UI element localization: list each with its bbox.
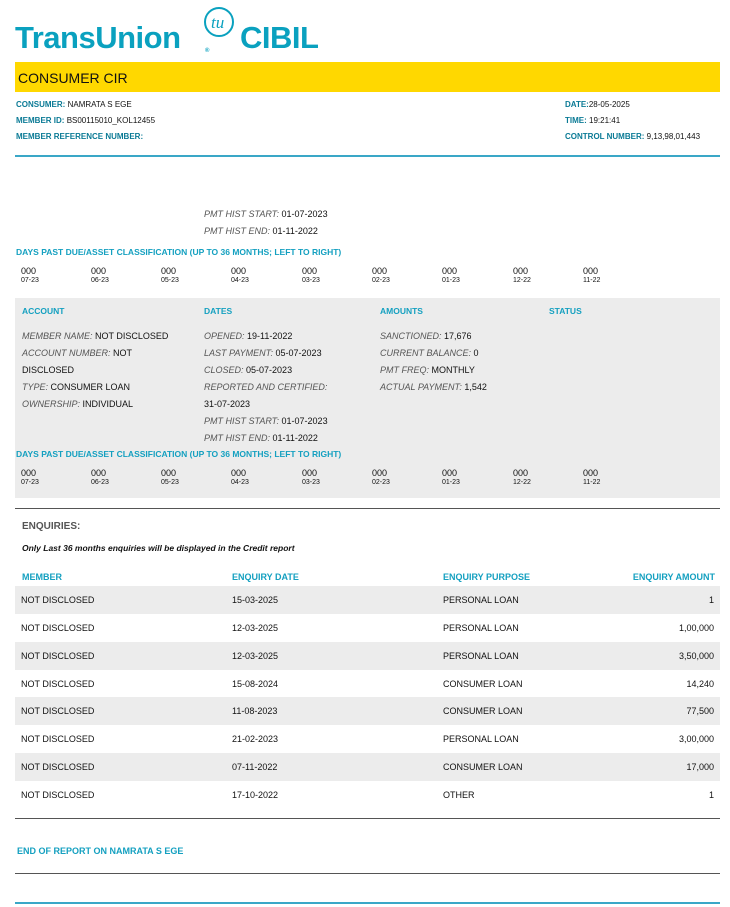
dpd-month: 01-23 xyxy=(442,479,460,486)
closed xyxy=(204,362,374,379)
consumer-meta-right xyxy=(565,97,700,145)
cell-purpose: CONSUMER LOAN xyxy=(443,679,523,689)
dpd-cell xyxy=(231,468,249,488)
dpd-month: 03-23 xyxy=(302,277,320,284)
account-number-value: NOT xyxy=(113,348,133,358)
account1-pmt-start-label: PMT HIST START: xyxy=(204,209,280,219)
col-head-amounts: AMOUNTS xyxy=(380,306,423,316)
th-enquiry-amount: ENQUIRY AMOUNT xyxy=(632,572,715,582)
cell-member: NOT DISCLOSED xyxy=(21,623,95,633)
dpd-month: 05-23 xyxy=(161,479,179,486)
pmt-freq xyxy=(380,362,550,379)
dpd-cell xyxy=(372,468,390,488)
dpd-month: 06-23 xyxy=(91,277,109,284)
last-payment xyxy=(204,345,374,362)
sanctioned-label: SANCTIONED: xyxy=(380,331,442,341)
dpd-cell xyxy=(91,468,109,488)
dpd-value: 000 xyxy=(513,468,529,478)
member-name-label: MEMBER NAME: xyxy=(22,331,93,341)
table-row xyxy=(15,781,720,809)
divider-bottom xyxy=(15,902,720,904)
cell-member: NOT DISCLOSED xyxy=(21,734,95,744)
table-row xyxy=(15,642,720,670)
control-line xyxy=(565,129,700,145)
dpd-title-1: DAYS PAST DUE/ASSET CLASSIFICATION (UP TO 36 MONTHS; LEFT TO RIGHT) xyxy=(16,247,342,257)
dpd-month: 07-23 xyxy=(21,479,39,486)
th-member: MEMBER xyxy=(22,572,62,582)
control-value: 9,13,98,01,443 xyxy=(646,132,701,141)
dpd-title-2: DAYS PAST DUE/ASSET CLASSIFICATION (UP TO 36 MONTHS; LEFT TO RIGHT) xyxy=(16,449,342,459)
dpd-cell xyxy=(302,266,320,286)
ownership-label: OWNERSHIP: xyxy=(22,399,81,409)
dpd-cell xyxy=(513,266,531,286)
dpd-month: 12-22 xyxy=(513,277,531,284)
reported xyxy=(204,379,374,396)
cell-purpose: CONSUMER LOAN xyxy=(443,762,523,772)
cell-purpose: PERSONAL LOAN xyxy=(443,651,519,661)
table-row xyxy=(15,753,720,781)
cell-member: NOT DISCLOSED xyxy=(21,706,95,716)
cell-member: NOT DISCLOSED xyxy=(21,790,95,800)
account2-pmt-start xyxy=(204,413,374,430)
cell-date: 12-03-2025 xyxy=(232,623,279,633)
pmt-end-label: PMT HIST END: xyxy=(204,433,271,443)
type-value: CONSUMER LOAN xyxy=(50,382,131,392)
account1-pmt-start xyxy=(204,206,328,223)
tu-mark-text: tu xyxy=(211,13,225,32)
col-head-status: STATUS xyxy=(549,306,582,316)
cell-member: NOT DISCLOSED xyxy=(21,651,95,661)
dpd-cell xyxy=(21,266,39,286)
account-number-label: ACCOUNT NUMBER: xyxy=(22,348,111,358)
table-row xyxy=(15,614,720,642)
dpd-value: 000 xyxy=(21,468,37,478)
brand-name-transunion: TransUnion xyxy=(15,20,181,55)
member-name xyxy=(22,328,192,345)
dpd-value: 000 xyxy=(372,266,388,276)
opened xyxy=(204,328,374,345)
member-id-value: BS00115010_KOL12455 xyxy=(66,116,156,125)
current-balance xyxy=(380,345,550,362)
dpd-month: 04-23 xyxy=(231,277,249,284)
cell-date: 07-11-2022 xyxy=(232,762,278,772)
ownership xyxy=(22,396,192,413)
cell-purpose: CONSUMER LOAN xyxy=(443,706,523,716)
th-enquiry-purpose: ENQUIRY PURPOSE xyxy=(443,572,531,582)
dpd-month: 01-23 xyxy=(442,277,460,284)
account1-pmt-end-label: PMT HIST END: xyxy=(204,226,271,236)
cell-date: 15-08-2024 xyxy=(232,679,279,689)
opened-label: OPENED: xyxy=(204,331,245,341)
enquiries-note: Only Last 36 months enquiries will be displayed in the Credit report xyxy=(22,543,295,553)
cell-member: NOT DISCLOSED xyxy=(21,762,95,772)
dates-column xyxy=(204,328,374,447)
cell-purpose: PERSONAL LOAN xyxy=(443,623,519,633)
report-title: CONSUMER CIR xyxy=(18,70,128,86)
account1-pmt-end-value: 01-11-2022 xyxy=(272,226,318,236)
control-label: CONTROL NUMBER: xyxy=(565,132,645,141)
cell-date: 12-03-2025 xyxy=(232,651,279,661)
dpd-month: 03-23 xyxy=(302,479,320,486)
cell-amount: 3,00,000 xyxy=(678,734,714,744)
dpd-value: 000 xyxy=(372,468,388,478)
col-head-dates: DATES xyxy=(204,306,233,316)
cell-purpose: OTHER xyxy=(443,790,475,800)
col-head-account: ACCOUNT xyxy=(22,306,65,316)
last-payment-label: LAST PAYMENT: xyxy=(204,348,274,358)
dpd-value: 000 xyxy=(231,468,247,478)
dpd-value: 000 xyxy=(21,266,37,276)
cell-date: 21-02-2023 xyxy=(232,734,279,744)
consumer-value: NAMRATA S EGE xyxy=(67,100,132,109)
divider-end xyxy=(15,818,720,819)
dpd-cell xyxy=(161,468,179,488)
actual-value: 1,542 xyxy=(464,382,487,392)
member-id-label: MEMBER ID: xyxy=(16,116,65,125)
cell-amount: 17,000 xyxy=(686,762,714,772)
cell-member: NOT DISCLOSED xyxy=(21,595,95,605)
dpd-value: 000 xyxy=(442,468,458,478)
dpd-value: 000 xyxy=(161,266,177,276)
dpd-value: 000 xyxy=(442,266,458,276)
dpd-month: 07-23 xyxy=(21,277,39,284)
cell-amount: 3,50,000 xyxy=(678,651,714,661)
account1-pmt-history xyxy=(204,206,328,240)
dpd-value: 000 xyxy=(231,266,247,276)
table-row xyxy=(15,586,720,614)
cell-member: NOT DISCLOSED xyxy=(21,679,95,689)
time-value: 19:21:41 xyxy=(589,116,621,125)
actual-payment xyxy=(380,379,550,396)
dpd-cell xyxy=(91,266,109,286)
sanctioned-value: 17,676 xyxy=(444,331,472,341)
dpd-value: 000 xyxy=(161,468,177,478)
cell-amount: 1 xyxy=(708,790,714,800)
actual-label: ACTUAL PAYMENT: xyxy=(380,382,462,392)
consumer-line xyxy=(16,97,155,113)
dpd-cell xyxy=(442,468,460,488)
last-payment-value: 05-07-2023 xyxy=(275,348,322,358)
dpd-value: 000 xyxy=(513,266,529,276)
opened-value: 19-11-2022 xyxy=(247,331,293,341)
dpd-month: 11-22 xyxy=(583,479,601,486)
balance-label: CURRENT BALANCE: xyxy=(380,348,472,358)
th-enquiry-date: ENQUIRY DATE xyxy=(232,572,299,582)
amounts-column xyxy=(380,328,550,396)
dpd-month: 06-23 xyxy=(91,479,109,486)
closed-value: 05-07-2023 xyxy=(246,365,293,375)
dpd-cell xyxy=(21,468,39,488)
account-number-value-cont: DISCLOSED xyxy=(22,365,75,375)
dpd-cell xyxy=(513,468,531,488)
pmt-start-label: PMT HIST START: xyxy=(204,416,280,426)
dpd-value: 000 xyxy=(302,468,318,478)
date-value: 28-05-2025 xyxy=(588,100,630,109)
registered-mark: ® xyxy=(205,48,210,54)
brand-name-cibil: CIBIL xyxy=(240,20,319,55)
cell-amount: 1 xyxy=(708,595,714,605)
pmt-end-value: 01-11-2022 xyxy=(272,433,318,443)
cell-purpose: PERSONAL LOAN xyxy=(443,595,519,605)
closed-label: CLOSED: xyxy=(204,365,244,375)
dpd-value: 000 xyxy=(91,468,107,478)
dpd-month: 12-22 xyxy=(513,479,531,486)
freq-value: MONTHLY xyxy=(431,365,475,375)
freq-label: PMT FREQ: xyxy=(380,365,429,375)
cell-amount: 14,240 xyxy=(686,679,714,689)
account1-pmt-end xyxy=(204,223,328,240)
enquiries-title: ENQUIRIES: xyxy=(22,521,81,532)
dpd-month: 11-22 xyxy=(583,277,601,284)
dpd-month: 05-23 xyxy=(161,277,179,284)
table-row xyxy=(15,697,720,725)
sanctioned xyxy=(380,328,550,345)
cell-date: 15-03-2025 xyxy=(232,595,279,605)
balance-value: 0 xyxy=(473,348,479,358)
member-ref-label: MEMBER REFERENCE NUMBER: xyxy=(16,132,144,141)
dpd-cell xyxy=(442,266,460,286)
table-row xyxy=(15,670,720,698)
time-line xyxy=(565,113,700,129)
account1-pmt-start-value: 01-07-2023 xyxy=(281,209,328,219)
cell-amount: 77,500 xyxy=(686,706,714,716)
dpd-cell xyxy=(372,266,390,286)
divider-top xyxy=(15,155,720,157)
member-id-line xyxy=(16,113,155,129)
dpd-cell xyxy=(161,266,179,286)
dpd-cell xyxy=(583,266,600,286)
dpd-value: 000 xyxy=(91,266,107,276)
time-label: TIME: xyxy=(565,116,587,125)
date-line xyxy=(565,97,700,113)
reported-value: 31-07-2023 xyxy=(204,399,251,409)
consumer-meta-left xyxy=(16,97,155,145)
dpd-cell xyxy=(583,468,600,488)
date-label: DATE: xyxy=(565,100,589,109)
dpd-value: 000 xyxy=(302,266,318,276)
dpd-cell xyxy=(231,266,249,286)
pmt-start-value: 01-07-2023 xyxy=(281,416,328,426)
divider-footer xyxy=(15,873,720,874)
dpd-value: 000 xyxy=(583,266,599,276)
type-label: TYPE: xyxy=(22,382,49,392)
consumer-label: CONSUMER: xyxy=(16,100,66,109)
account-number xyxy=(22,345,192,362)
account2-pmt-end xyxy=(204,430,374,447)
cell-purpose: PERSONAL LOAN xyxy=(443,734,519,744)
ownership-value: INDIVIDUAL xyxy=(82,399,134,409)
cell-date: 11-08-2023 xyxy=(232,706,278,716)
table-row xyxy=(15,725,720,753)
cell-amount: 1,00,000 xyxy=(678,623,714,633)
dpd-month: 04-23 xyxy=(231,479,249,486)
account-type xyxy=(22,379,192,396)
member-ref-line xyxy=(16,129,155,145)
dpd-value: 000 xyxy=(583,468,599,478)
dpd-month: 02-23 xyxy=(372,277,390,284)
reported-label: REPORTED AND CERTIFIED: xyxy=(204,382,328,392)
dpd-month: 02-23 xyxy=(372,479,390,486)
cell-date: 17-10-2022 xyxy=(232,790,279,800)
divider-enquiries xyxy=(15,508,720,509)
account-column xyxy=(22,328,192,413)
end-of-report: END OF REPORT ON NAMRATA S EGE xyxy=(17,846,184,856)
member-name-value: NOT DISCLOSED xyxy=(95,331,169,341)
report-title-bar xyxy=(15,62,720,92)
dpd-cell xyxy=(302,468,320,488)
